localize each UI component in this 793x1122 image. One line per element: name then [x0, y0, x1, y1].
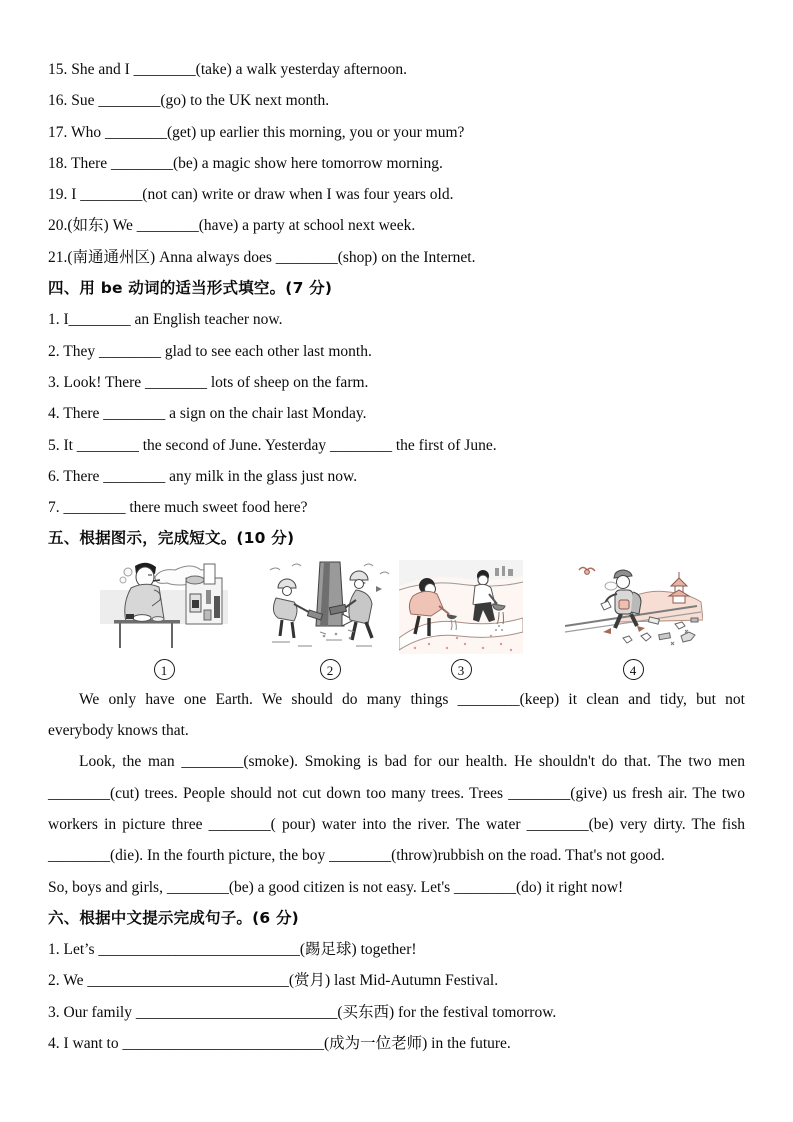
passage-line-1: We only have one Earth. We should do many things ________(keep) it clean and tidy, but not — [79, 690, 745, 708]
picture-1-smoking-man — [98, 560, 230, 680]
picture-3-label: 3 — [451, 659, 472, 680]
sec4-question-5: 5. It ________ the second of June. Yesterday ________ the first of June. — [48, 436, 497, 454]
question-18: 18. There ________(be) a magic show here tomorrow morning. — [48, 154, 443, 172]
question-17: 17. Who ________(get) up earlier this morning, you or your mum? — [48, 123, 465, 141]
question-16: 16. Sue ________(go) to the UK next month. — [48, 92, 330, 110]
smoking-man-illustration — [98, 560, 230, 654]
throwing-rubbish-illustration — [563, 560, 703, 654]
question-19: 19. I ________(not can) write or draw when I was four years old. — [48, 186, 454, 204]
sec6-question-3: 3. Our family __________________________(买东西) for the festival tomorrow. — [48, 1003, 557, 1021]
cutting-trees-illustration — [264, 560, 396, 654]
picture-4-label: 4 — [623, 659, 644, 680]
passage-line-3: Look, the man ________(smoke). Smoking is bad for our health. He shouldn't do that. The two men — [79, 753, 745, 771]
sec6-question-4: 4. I want to __________________________(成为一位老师) in the future. — [48, 1035, 511, 1053]
question-21: 21.(南通通州区) Anna always does ________(shop) on the Internet. — [48, 248, 476, 266]
sec4-question-2: 2. They ________ glad to see each other last month. — [48, 342, 372, 360]
sec4-question-3: 3. Look! There ________ lots of sheep on the farm. — [48, 373, 369, 391]
picture-2-cutting-trees — [264, 560, 396, 680]
picture-3-pouring-water — [399, 560, 523, 680]
sec6-question-2: 2. We __________________________(赏月) last Mid-Autumn Festival. — [48, 972, 499, 990]
question-20: 20.(如东) We ________(have) a party at school next week. — [48, 217, 416, 235]
sec4-question-1: 1. I________ an English teacher now. — [48, 311, 283, 329]
picture-strip — [48, 555, 745, 684]
sec4-question-4: 4. There ________ a sign on the chair last Monday. — [48, 405, 367, 423]
section-five-heading: 五、根据图示，完成短文。(10 分) — [48, 529, 295, 548]
sec4-question-6: 6. There ________ any milk in the glass just now. — [48, 467, 358, 485]
passage-line-4: ________(cut) trees. People should not cut down too many trees. Trees ________(give) us fresh air. The two — [48, 784, 745, 802]
passage-line-6: ________(die). In the fourth picture, the boy ________(throw)rubbish on the road. That's not good. — [48, 847, 665, 865]
passage-line-7: So, boys and girls, ________(be) a good citizen is not easy. Let's ________(do) it right now! — [48, 878, 624, 896]
sec6-question-1: 1. Let’s __________________________(踢足球) together! — [48, 941, 417, 959]
pouring-water-illustration — [399, 560, 523, 654]
picture-4-throwing-rubbish — [563, 560, 703, 680]
passage-line-2: everybody knows that. — [48, 722, 189, 740]
question-15: 15. She and I ________(take) a walk yesterday afternoon. — [48, 61, 407, 78]
passage — [48, 684, 745, 903]
picture-1-label: 1 — [154, 659, 175, 680]
section-six-heading: 六、根据中文提示完成句子。(6 分) — [48, 908, 299, 927]
section-four-heading: 四、用 be 动词的适当形式填空。(7 分) — [48, 279, 333, 298]
sec4-question-7: 7. ________ there much sweet food here? — [48, 499, 308, 517]
picture-2-label: 2 — [320, 659, 341, 680]
passage-line-5: workers in picture three ________( pour) water into the river. The water ________(be) very dirty. The fish — [48, 815, 745, 833]
